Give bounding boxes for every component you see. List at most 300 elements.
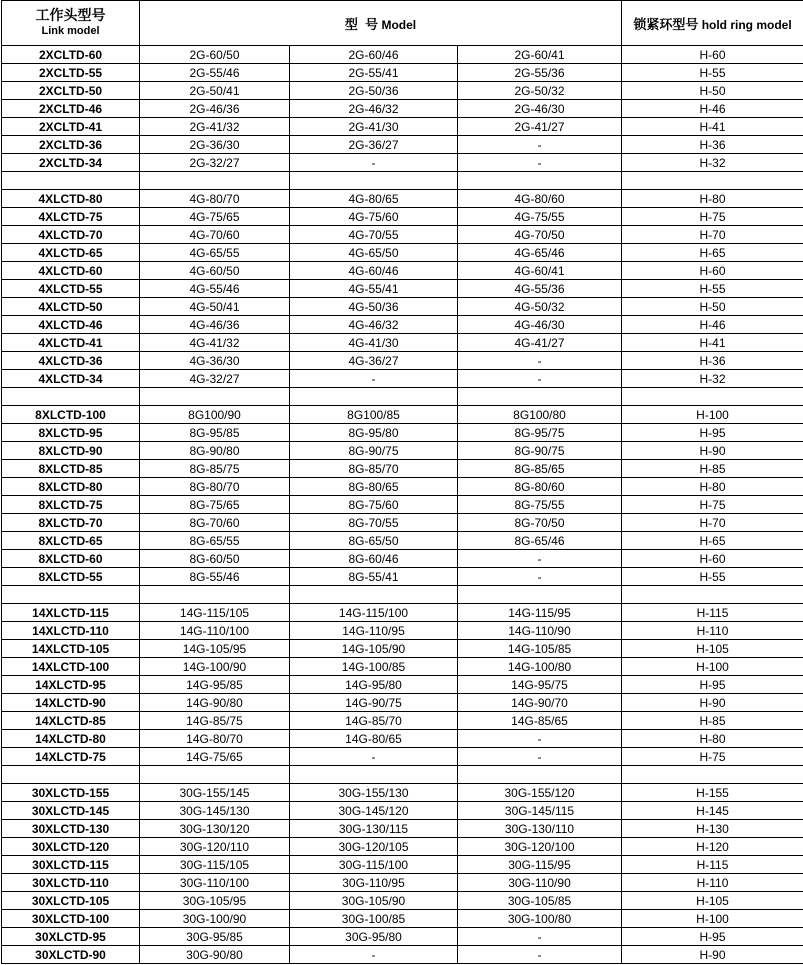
model-header <box>140 1 622 46</box>
link-model-cell: 14XLCTD-110 <box>2 622 140 640</box>
hold-ring-cell: H-36 <box>622 352 803 370</box>
link-model-cell: 8XLCTD-60 <box>2 550 140 568</box>
hold-ring-cell: H-115 <box>622 856 803 874</box>
table-row <box>2 316 803 334</box>
model-cell-1: 14G-95/85 <box>140 676 290 694</box>
hold-ring-cell: H-105 <box>622 892 803 910</box>
model-cell-3: 30G-145/115 <box>458 802 622 820</box>
link-model-cell: 14XLCTD-95 <box>2 676 140 694</box>
link-model-cell: 30XLCTD-105 <box>2 892 140 910</box>
table-row <box>2 802 803 820</box>
hold-ring-cell: H-65 <box>622 244 803 262</box>
model-cell-1: 8G-55/46 <box>140 568 290 586</box>
model-cell-3: 8G-65/46 <box>458 532 622 550</box>
model-cell-1: 8G-70/60 <box>140 514 290 532</box>
hold-ring-cell: H-70 <box>622 226 803 244</box>
hold-ring-cell: H-70 <box>622 514 803 532</box>
model-cell-1: 14G-115/105 <box>140 604 290 622</box>
hold-ring-cell: H-55 <box>622 280 803 298</box>
empty-cell <box>622 388 803 406</box>
link-model-cell: 30XLCTD-110 <box>2 874 140 892</box>
table-row <box>2 370 803 388</box>
model-cell-2: 4G-75/60 <box>290 208 458 226</box>
model-cell-2: 8G-70/55 <box>290 514 458 532</box>
model-cell-3: 2G-46/30 <box>458 100 622 118</box>
link-model-header-en: Link model <box>41 25 100 37</box>
model-cell-2: 4G-70/55 <box>290 226 458 244</box>
link-model-cell: 8XLCTD-80 <box>2 478 140 496</box>
hold-ring-cell: H-100 <box>622 658 803 676</box>
model-header-cn: 型 号 <box>344 16 379 32</box>
link-model-cell: 30XLCTD-115 <box>2 856 140 874</box>
model-cell-3: 30G-155/120 <box>458 784 622 802</box>
model-cell-3: - <box>458 946 622 964</box>
link-model-cell: 8XLCTD-100 <box>2 406 140 424</box>
model-cell-3: 2G-55/36 <box>458 64 622 82</box>
table-row <box>2 64 803 82</box>
link-model-cell: 14XLCTD-85 <box>2 712 140 730</box>
model-cell-3: 8G-95/75 <box>458 424 622 442</box>
model-cell-3: 14G-85/65 <box>458 712 622 730</box>
model-cell-3: 2G-41/27 <box>458 118 622 136</box>
empty-cell <box>622 586 803 604</box>
hold-ring-cell: H-50 <box>622 82 803 100</box>
model-cell-1: 4G-75/65 <box>140 208 290 226</box>
model-cell-2: 30G-95/80 <box>290 928 458 946</box>
model-cell-1: 4G-60/50 <box>140 262 290 280</box>
model-cell-1: 30G-105/95 <box>140 892 290 910</box>
link-model-cell: 8XLCTD-90 <box>2 442 140 460</box>
empty-cell <box>140 172 290 190</box>
model-cell-3: 14G-115/95 <box>458 604 622 622</box>
hold-ring-cell: H-85 <box>622 460 803 478</box>
model-cell-2: 30G-110/95 <box>290 874 458 892</box>
table-row <box>2 298 803 316</box>
group-spacer-row <box>2 586 803 604</box>
link-model-cell: 14XLCTD-100 <box>2 658 140 676</box>
model-cell-3: 4G-46/30 <box>458 316 622 334</box>
table-row <box>2 730 803 748</box>
link-model-cell: 2XCLTD-36 <box>2 136 140 154</box>
model-cell-1: 8G-65/55 <box>140 532 290 550</box>
hold-ring-header-cn: 锁紧环型号 <box>633 16 699 32</box>
hold-ring-header <box>622 1 803 46</box>
hold-ring-cell: H-95 <box>622 424 803 442</box>
table-row <box>2 550 803 568</box>
model-cell-3: 4G-65/46 <box>458 244 622 262</box>
link-model-cell: 2XCLTD-50 <box>2 82 140 100</box>
model-cell-1: 4G-32/27 <box>140 370 290 388</box>
model-cell-1: 14G-90/80 <box>140 694 290 712</box>
model-cell-1: 8G-90/80 <box>140 442 290 460</box>
model-cell-2: 2G-50/36 <box>290 82 458 100</box>
link-model-cell: 4XLCTD-75 <box>2 208 140 226</box>
link-model-cell: 8XLCTD-95 <box>2 424 140 442</box>
link-model-cell: 8XLCTD-65 <box>2 532 140 550</box>
hold-ring-cell: H-75 <box>622 496 803 514</box>
model-cell-1: 30G-90/80 <box>140 946 290 964</box>
model-cell-2: 4G-46/32 <box>290 316 458 334</box>
model-cell-3: - <box>458 136 622 154</box>
model-cell-3: - <box>458 730 622 748</box>
model-cell-2: 2G-60/46 <box>290 46 458 64</box>
empty-cell <box>2 586 140 604</box>
model-cell-1: 8G-80/70 <box>140 478 290 496</box>
model-cell-1: 4G-70/60 <box>140 226 290 244</box>
table-row <box>2 514 803 532</box>
model-cell-1: 14G-100/90 <box>140 658 290 676</box>
model-cell-1: 8G100/90 <box>140 406 290 424</box>
hold-ring-cell: H-145 <box>622 802 803 820</box>
empty-cell <box>140 766 290 784</box>
empty-cell <box>290 172 458 190</box>
model-cell-1: 2G-36/30 <box>140 136 290 154</box>
hold-ring-cell: H-36 <box>622 136 803 154</box>
hold-ring-cell: H-90 <box>622 946 803 964</box>
table-row <box>2 460 803 478</box>
model-cell-2: 14G-100/85 <box>290 658 458 676</box>
model-cell-2: 8G-85/70 <box>290 460 458 478</box>
link-model-cell: 2XCLTD-55 <box>2 64 140 82</box>
model-cell-3: 8G-80/60 <box>458 478 622 496</box>
table-row <box>2 892 803 910</box>
model-cell-2: 2G-36/27 <box>290 136 458 154</box>
hold-ring-cell: H-105 <box>622 640 803 658</box>
link-model-cell: 8XLCTD-85 <box>2 460 140 478</box>
table-row <box>2 334 803 352</box>
model-cell-2: 8G-75/60 <box>290 496 458 514</box>
model-cell-2: 2G-41/30 <box>290 118 458 136</box>
model-cell-1: 2G-32/27 <box>140 154 290 172</box>
model-cell-1: 30G-95/85 <box>140 928 290 946</box>
table-row <box>2 874 803 892</box>
link-model-cell: 30XLCTD-95 <box>2 928 140 946</box>
table-row <box>2 622 803 640</box>
table-row <box>2 226 803 244</box>
model-cell-3: 2G-50/32 <box>458 82 622 100</box>
model-table <box>1 0 803 964</box>
model-cell-1: 30G-145/130 <box>140 802 290 820</box>
model-cell-3: 8G100/80 <box>458 406 622 424</box>
hold-ring-cell: H-41 <box>622 334 803 352</box>
hold-ring-cell: H-95 <box>622 676 803 694</box>
model-cell-2: 8G-95/80 <box>290 424 458 442</box>
model-cell-3: 4G-80/60 <box>458 190 622 208</box>
model-cell-3: 30G-115/95 <box>458 856 622 874</box>
hold-ring-cell: H-32 <box>622 154 803 172</box>
hold-ring-cell: H-85 <box>622 712 803 730</box>
table-row <box>2 352 803 370</box>
model-cell-1: 8G-95/85 <box>140 424 290 442</box>
table-row <box>2 604 803 622</box>
model-cell-2: 4G-36/27 <box>290 352 458 370</box>
model-cell-3: 30G-110/90 <box>458 874 622 892</box>
model-cell-3: - <box>458 370 622 388</box>
link-model-cell: 14XLCTD-80 <box>2 730 140 748</box>
model-cell-2: 4G-60/46 <box>290 262 458 280</box>
model-cell-3: 14G-90/70 <box>458 694 622 712</box>
table-row <box>2 568 803 586</box>
model-cell-3: 8G-85/65 <box>458 460 622 478</box>
link-model-header-cn: 工作头型号 <box>35 7 106 23</box>
table-row <box>2 928 803 946</box>
model-cell-1: 4G-36/30 <box>140 352 290 370</box>
model-cell-2: 14G-85/70 <box>290 712 458 730</box>
link-model-cell: 14XLCTD-90 <box>2 694 140 712</box>
hold-ring-header-en: hold ring model <box>701 17 792 32</box>
model-cell-2: 14G-110/95 <box>290 622 458 640</box>
model-cell-3: - <box>458 568 622 586</box>
table-row <box>2 136 803 154</box>
model-cell-3: 4G-55/36 <box>458 280 622 298</box>
hold-ring-cell: H-75 <box>622 748 803 766</box>
model-cell-2: 14G-115/100 <box>290 604 458 622</box>
link-model-cell: 14XLCTD-115 <box>2 604 140 622</box>
model-cell-2: 14G-80/65 <box>290 730 458 748</box>
hold-ring-cell: H-100 <box>622 910 803 928</box>
link-model-cell: 4XLCTD-70 <box>2 226 140 244</box>
table-row <box>2 46 803 64</box>
model-header-en: Model <box>381 17 417 32</box>
table-row <box>2 640 803 658</box>
empty-cell <box>2 766 140 784</box>
empty-cell <box>2 388 140 406</box>
hold-ring-cell: H-60 <box>622 550 803 568</box>
model-cell-3: 2G-60/41 <box>458 46 622 64</box>
table-row <box>2 748 803 766</box>
model-cell-1: 30G-120/110 <box>140 838 290 856</box>
model-cell-1: 30G-130/120 <box>140 820 290 838</box>
model-cell-1: 8G-85/75 <box>140 460 290 478</box>
link-model-cell: 8XLCTD-70 <box>2 514 140 532</box>
table-row <box>2 118 803 136</box>
table-row <box>2 910 803 928</box>
model-cell-1: 4G-50/41 <box>140 298 290 316</box>
hold-ring-cell: H-32 <box>622 370 803 388</box>
hold-ring-cell: H-46 <box>622 316 803 334</box>
link-model-cell: 4XLCTD-36 <box>2 352 140 370</box>
hold-ring-cell: H-100 <box>622 406 803 424</box>
link-model-cell: 2XCLTD-60 <box>2 46 140 64</box>
table-row <box>2 406 803 424</box>
model-cell-1: 2G-55/46 <box>140 64 290 82</box>
model-cell-1: 4G-80/70 <box>140 190 290 208</box>
model-cell-2: 30G-115/100 <box>290 856 458 874</box>
model-cell-1: 30G-110/100 <box>140 874 290 892</box>
hold-ring-cell: H-41 <box>622 118 803 136</box>
model-cell-2: 4G-65/50 <box>290 244 458 262</box>
link-model-cell: 30XLCTD-155 <box>2 784 140 802</box>
model-cell-1: 4G-65/55 <box>140 244 290 262</box>
model-cell-2: - <box>290 946 458 964</box>
table-body <box>2 46 803 964</box>
model-cell-1: 30G-155/145 <box>140 784 290 802</box>
model-cell-1: 14G-75/65 <box>140 748 290 766</box>
model-cell-2: 30G-105/90 <box>290 892 458 910</box>
table-row <box>2 154 803 172</box>
hold-ring-cell: H-65 <box>622 532 803 550</box>
link-model-cell: 4XLCTD-60 <box>2 262 140 280</box>
hold-ring-cell: H-90 <box>622 442 803 460</box>
model-cell-2: 30G-145/120 <box>290 802 458 820</box>
model-cell-3: 8G-75/55 <box>458 496 622 514</box>
group-spacer-row <box>2 172 803 190</box>
table-row <box>2 532 803 550</box>
model-cell-3: 14G-110/90 <box>458 622 622 640</box>
hold-ring-cell: H-75 <box>622 208 803 226</box>
empty-cell <box>458 172 622 190</box>
empty-cell <box>622 766 803 784</box>
hold-ring-cell: H-110 <box>622 622 803 640</box>
table-row <box>2 658 803 676</box>
model-cell-1: 2G-41/32 <box>140 118 290 136</box>
link-model-cell: 14XLCTD-75 <box>2 748 140 766</box>
model-cell-1: 4G-46/36 <box>140 316 290 334</box>
model-cell-3: 4G-70/50 <box>458 226 622 244</box>
model-cell-3: - <box>458 352 622 370</box>
hold-ring-cell: H-60 <box>622 46 803 64</box>
model-cell-3: - <box>458 550 622 568</box>
table-row <box>2 496 803 514</box>
hold-ring-cell: H-46 <box>622 100 803 118</box>
model-cell-3: - <box>458 928 622 946</box>
group-spacer-row <box>2 766 803 784</box>
link-model-cell: 30XLCTD-130 <box>2 820 140 838</box>
table-row <box>2 478 803 496</box>
model-cell-1: 2G-60/50 <box>140 46 290 64</box>
table-row <box>2 676 803 694</box>
header-row <box>2 1 803 46</box>
link-model-cell: 4XLCTD-80 <box>2 190 140 208</box>
link-model-cell: 30XLCTD-120 <box>2 838 140 856</box>
hold-ring-cell: H-110 <box>622 874 803 892</box>
hold-ring-cell: H-55 <box>622 568 803 586</box>
model-cell-2: 8G-80/65 <box>290 478 458 496</box>
model-cell-2: 30G-130/115 <box>290 820 458 838</box>
empty-cell <box>290 766 458 784</box>
model-cell-2: 8G-65/50 <box>290 532 458 550</box>
model-cell-3: 8G-70/50 <box>458 514 622 532</box>
model-cell-3: 14G-95/75 <box>458 676 622 694</box>
empty-cell <box>290 388 458 406</box>
table-row <box>2 280 803 298</box>
hold-ring-cell: H-80 <box>622 478 803 496</box>
model-cell-2: 2G-55/41 <box>290 64 458 82</box>
link-model-cell: 4XLCTD-55 <box>2 280 140 298</box>
model-cell-3: 30G-105/85 <box>458 892 622 910</box>
model-cell-2: 8G-55/41 <box>290 568 458 586</box>
link-model-cell: 2XCLTD-34 <box>2 154 140 172</box>
table-row <box>2 208 803 226</box>
link-model-cell: 2XCLTD-41 <box>2 118 140 136</box>
table-row <box>2 424 803 442</box>
model-cell-3: 4G-75/55 <box>458 208 622 226</box>
model-cell-2: 14G-90/75 <box>290 694 458 712</box>
link-model-cell: 30XLCTD-90 <box>2 946 140 964</box>
hold-ring-cell: H-55 <box>622 64 803 82</box>
model-cell-2: 30G-120/105 <box>290 838 458 856</box>
table-row <box>2 442 803 460</box>
model-cell-2: - <box>290 748 458 766</box>
model-cell-1: 14G-85/75 <box>140 712 290 730</box>
model-cell-2: 4G-55/41 <box>290 280 458 298</box>
model-cell-2: - <box>290 370 458 388</box>
empty-cell <box>2 172 140 190</box>
table-row <box>2 244 803 262</box>
table-row <box>2 100 803 118</box>
link-model-cell: 8XLCTD-55 <box>2 568 140 586</box>
link-model-cell: 14XLCTD-105 <box>2 640 140 658</box>
model-cell-2: 30G-155/130 <box>290 784 458 802</box>
model-cell-2: 8G100/85 <box>290 406 458 424</box>
model-cell-2: 8G-60/46 <box>290 550 458 568</box>
model-cell-1: 30G-115/105 <box>140 856 290 874</box>
model-cell-3: 14G-100/80 <box>458 658 622 676</box>
model-cell-3: - <box>458 748 622 766</box>
model-cell-1: 14G-110/100 <box>140 622 290 640</box>
table-row <box>2 856 803 874</box>
group-spacer-row <box>2 388 803 406</box>
hold-ring-cell: H-50 <box>622 298 803 316</box>
link-model-cell: 30XLCTD-100 <box>2 910 140 928</box>
model-cell-2: - <box>290 154 458 172</box>
model-cell-3: 4G-50/32 <box>458 298 622 316</box>
hold-ring-cell: H-130 <box>622 820 803 838</box>
table-row <box>2 190 803 208</box>
link-model-cell: 8XLCTD-75 <box>2 496 140 514</box>
model-cell-3: 4G-60/41 <box>458 262 622 280</box>
model-cell-2: 2G-46/32 <box>290 100 458 118</box>
model-cell-1: 8G-60/50 <box>140 550 290 568</box>
hold-ring-cell: H-60 <box>622 262 803 280</box>
model-cell-3: 30G-120/100 <box>458 838 622 856</box>
empty-cell <box>622 172 803 190</box>
table-row <box>2 82 803 100</box>
link-model-cell: 4XLCTD-50 <box>2 298 140 316</box>
link-model-cell: 30XLCTD-145 <box>2 802 140 820</box>
model-cell-1: 8G-75/65 <box>140 496 290 514</box>
model-cell-1: 4G-41/32 <box>140 334 290 352</box>
model-cell-1: 30G-100/90 <box>140 910 290 928</box>
hold-ring-cell: H-80 <box>622 730 803 748</box>
empty-cell <box>140 388 290 406</box>
table-row <box>2 838 803 856</box>
empty-cell <box>458 388 622 406</box>
model-cell-3: 14G-105/85 <box>458 640 622 658</box>
model-cell-3: - <box>458 154 622 172</box>
model-cell-1: 14G-105/95 <box>140 640 290 658</box>
model-cell-2: 4G-41/30 <box>290 334 458 352</box>
model-cell-2: 14G-105/90 <box>290 640 458 658</box>
model-cell-2: 8G-90/75 <box>290 442 458 460</box>
model-cell-1: 4G-55/46 <box>140 280 290 298</box>
model-cell-3: 4G-41/27 <box>458 334 622 352</box>
link-model-cell: 4XLCTD-46 <box>2 316 140 334</box>
model-cell-3: 8G-90/75 <box>458 442 622 460</box>
table-row <box>2 712 803 730</box>
empty-cell <box>290 586 458 604</box>
table-row <box>2 784 803 802</box>
link-model-cell: 4XLCTD-34 <box>2 370 140 388</box>
hold-ring-cell: H-95 <box>622 928 803 946</box>
model-cell-2: 4G-50/36 <box>290 298 458 316</box>
link-model-cell: 4XLCTD-65 <box>2 244 140 262</box>
empty-cell <box>458 766 622 784</box>
hold-ring-cell: H-90 <box>622 694 803 712</box>
model-cell-3: 30G-130/110 <box>458 820 622 838</box>
model-cell-2: 14G-95/80 <box>290 676 458 694</box>
hold-ring-cell: H-80 <box>622 190 803 208</box>
